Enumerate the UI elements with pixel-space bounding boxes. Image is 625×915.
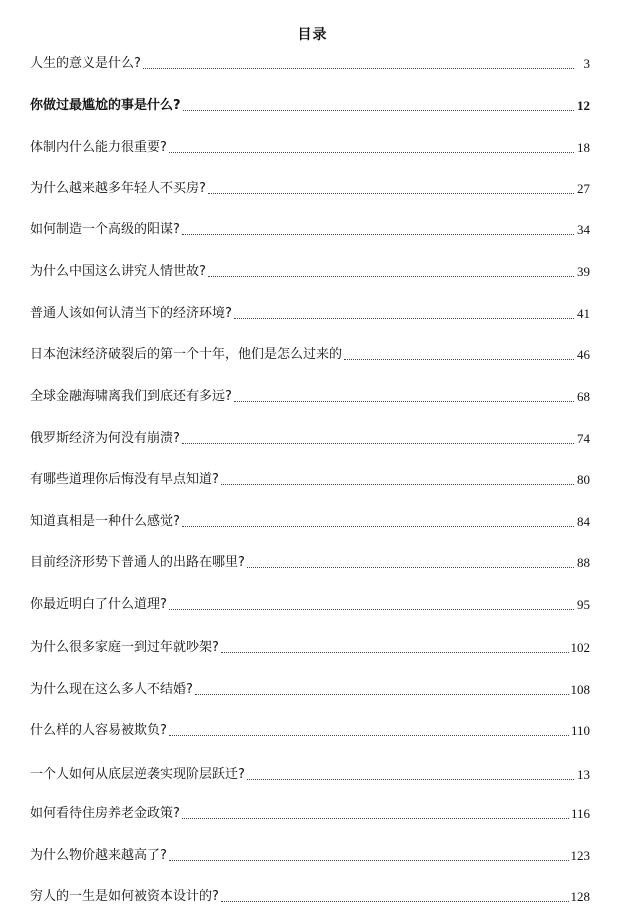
- toc-entry[interactable]: [30, 136, 590, 156]
- dot-leader: [182, 234, 574, 235]
- dot-leader: [221, 652, 569, 653]
- toc-entry[interactable]: [30, 343, 590, 363]
- toc-entry[interactable]: [30, 177, 590, 197]
- toc-entry[interactable]: [30, 385, 590, 405]
- dot-leader: [234, 318, 574, 319]
- toc-entry[interactable]: [30, 885, 590, 905]
- dot-leader: [247, 779, 574, 780]
- dot-leader: [247, 567, 574, 568]
- toc-entry-label: 俄罗斯经济为何没有崩溃?: [30, 431, 180, 446]
- toc-entry-page: 12: [577, 98, 590, 113]
- toc-entry-label: 知道真相是一种什么感觉?: [30, 514, 180, 529]
- toc-entry-label: 如何看待住房养老金政策?: [30, 806, 180, 821]
- dot-leader: [234, 401, 574, 402]
- toc-entry[interactable]: [30, 468, 590, 488]
- toc-entry-page: 116: [570, 806, 590, 821]
- toc-entry-page: 84: [577, 514, 590, 529]
- toc-entry-label: 体制内什么能力很重要?: [30, 140, 167, 155]
- toc-entry[interactable]: [30, 218, 590, 238]
- toc-entry[interactable]: [30, 510, 590, 530]
- dot-leader: [221, 484, 574, 485]
- toc-entry[interactable]: [30, 844, 590, 864]
- toc-entry-page: 108: [570, 682, 590, 697]
- toc-entry-label: 普通人该如何认清当下的经济环境?: [30, 306, 232, 321]
- dot-leader: [182, 443, 574, 444]
- toc-entry-page: 41: [577, 306, 590, 321]
- toc-entry-page: 13: [577, 767, 590, 782]
- toc-entry[interactable]: [30, 719, 590, 739]
- toc-entry[interactable]: [30, 636, 590, 656]
- dot-leader: [208, 276, 574, 277]
- toc-entry[interactable]: [30, 427, 590, 447]
- toc-entry-label: 为什么越来越多年轻人不买房?: [30, 181, 206, 196]
- dot-leader: [169, 860, 569, 861]
- dot-leader: [169, 735, 569, 736]
- toc-entry-page: 46: [577, 347, 590, 362]
- dot-leader: [169, 609, 574, 610]
- toc-entry-label: 一个人如何从底层逆袭实现阶层跃迁?: [30, 767, 245, 782]
- toc-entry-label: 为什么物价越来越高了?: [30, 848, 167, 863]
- toc-entry-label: 人生的意义是什么?: [30, 56, 141, 71]
- dot-leader: [208, 193, 574, 194]
- dot-leader: [183, 110, 574, 111]
- toc-entry[interactable]: [30, 94, 590, 114]
- toc-entry-page: 74: [577, 431, 590, 446]
- toc-entry-page: 18: [577, 140, 590, 155]
- toc-entry[interactable]: [30, 763, 590, 783]
- toc-entry-label: 有哪些道理你后悔没有早点知道?: [30, 472, 219, 487]
- toc-entry[interactable]: [30, 260, 590, 280]
- toc-entry-label: 全球金融海啸离我们到底还有多远?: [30, 389, 232, 404]
- toc-entry-page: 34: [577, 222, 590, 237]
- dot-leader: [344, 359, 574, 360]
- toc-entry-page: 3: [583, 56, 590, 71]
- toc-entry-label: 穷人的一生是如何被资本设计的?: [30, 889, 219, 904]
- toc-entry[interactable]: [30, 593, 590, 613]
- toc-entry[interactable]: [30, 52, 590, 72]
- toc-entry-page: 27: [577, 181, 590, 196]
- toc-entry[interactable]: [30, 551, 590, 571]
- dot-leader: [195, 694, 569, 695]
- dot-leader: [169, 152, 574, 153]
- dot-leader: [221, 901, 569, 902]
- toc-entry-label: 你做过最尴尬的事是什么?: [30, 98, 181, 113]
- toc-entry[interactable]: [30, 802, 590, 822]
- toc-entry-label: 为什么很多家庭一到过年就吵架?: [30, 640, 219, 655]
- toc-entry-page: 95: [577, 597, 590, 612]
- toc-entry-label: 什么样的人容易被欺负?: [30, 723, 167, 738]
- toc-entry-page: 110: [570, 723, 590, 738]
- toc-entry-label: 为什么中国这么讲究人情世故?: [30, 264, 206, 279]
- dot-leader: [182, 526, 574, 527]
- toc-entry-page: 102: [570, 640, 590, 655]
- toc-entry-label: 目前经济形势下普通人的出路在哪里?: [30, 555, 245, 570]
- dot-leader: [182, 818, 569, 819]
- toc-entry-label: 为什么现在这么多人不结婚?: [30, 682, 193, 697]
- toc-entry-page: 88: [577, 555, 590, 570]
- toc-entry-label: 如何制造一个高级的阳谋?: [30, 222, 180, 237]
- toc-entry-page: 128: [570, 889, 590, 904]
- toc-entry[interactable]: [30, 678, 590, 698]
- toc-entry-page: 39: [577, 264, 590, 279]
- dot-leader: [143, 68, 574, 69]
- toc-title: 目录: [297, 27, 328, 43]
- toc-entry-label: 你最近明白了什么道理?: [30, 597, 167, 612]
- toc-entry-label: 日本泡沫经济破裂后的第一个十年，他们是怎么过来的: [30, 347, 343, 362]
- toc-entry-page: 80: [577, 472, 590, 487]
- toc-entry-page: 68: [577, 389, 590, 404]
- toc-entry[interactable]: [30, 302, 590, 322]
- toc-entry-page: 123: [570, 848, 590, 863]
